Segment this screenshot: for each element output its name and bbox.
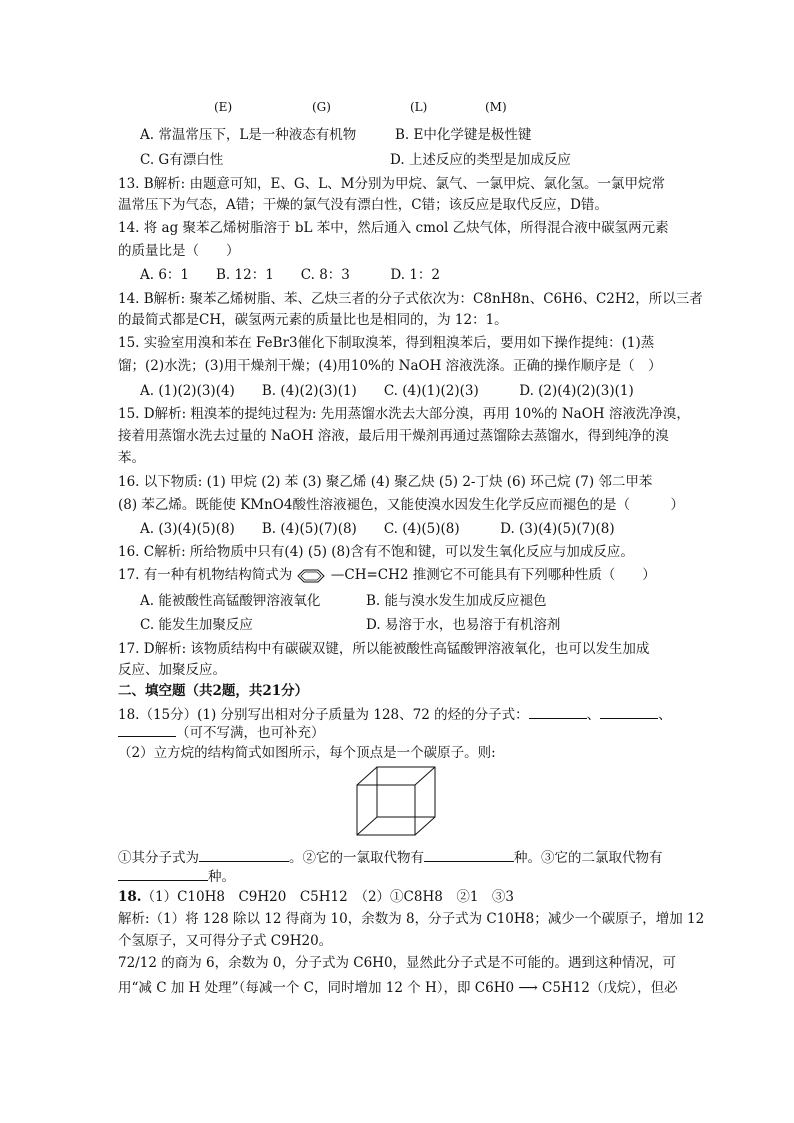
answer-blank <box>424 848 514 862</box>
answer-blank <box>118 867 208 881</box>
q18-explanation-line2: 个氢原子，又可得分子式 C9H20。 <box>118 933 333 949</box>
q16-question-line1: 16. 以下物质: (1) 甲烷 (2) 苯 (3) 聚乙烯 (4) 聚乙炔 (5) 2-丁炔 (6) 环己烷 (7) 邻二甲苯 <box>118 474 653 490</box>
cubane-structure-figure <box>356 766 436 836</box>
q14-options: A. 6：1 B. 12：1 C. 8：3 D. 1：2 <box>140 267 440 283</box>
q15-question-line2: 馏；(2)水洗；(3)用干燥剂干燥；(4)用10%的 NaOH 溶液洗涤。正确的操作顺序是（ ） <box>118 358 662 374</box>
q18-answer <box>118 888 514 906</box>
section-heading: 二、填空题（共2题，共21分） <box>118 683 309 699</box>
q13-option-a: A. 常温常压下，L是一种液态有机物 <box>140 127 357 143</box>
q13-option-c: C. G有漂白性 <box>140 152 224 168</box>
q18-explanation-line1: 解析:（1）将 128 除以 12 得商为 10，余数为 8，分子式为 C10H8；减少一个碳原子，增加 12 <box>118 911 705 927</box>
q16-question-line2: (8) 苯乙烯。既能使 KMnO4酸性溶液褪色，又能使溴水因发生化学反应而褪色的是（ ） <box>118 497 684 513</box>
q18-answer-number: 18. <box>118 889 142 905</box>
answer-blank <box>199 848 289 862</box>
label-g: (G) <box>312 100 331 114</box>
q14-question-line1: 14. 将 ag 聚苯乙烯树脂溶于 bL 苯中，然后通入 cmol 乙炔气体，所得混合液中碳氢两元素 <box>118 220 669 236</box>
label-l: (L) <box>410 100 428 114</box>
q14-question-line2: 的质量比是（ ） <box>118 243 240 259</box>
q13-option-d: D. 上述反应的类型是加成反应 <box>390 152 571 168</box>
q16-answer: 16. C解析: 所给物质中只有(4) (5) (8)含有不饱和键，可以发生氧化反应与加成反应。 <box>118 544 634 560</box>
q17-question-prefix: 17. 有一种有机物结构简式为 <box>118 567 293 583</box>
q17-answer-line1: 17. D解析: 该物质结构中有碳碳双键，所以能被酸性高锰酸钾溶液氧化，也可以发生加成 <box>118 641 650 657</box>
q18-sub2: 。②它的一氯取代物有 <box>289 850 424 866</box>
answer-blank <box>600 705 658 719</box>
q18-explanation-line4: 用“减 C 加 H 处理”（每减一个 C，同时增加 12 个 H），即 C6H0 ⟶ C5H12（戊烷），但必 <box>118 980 678 996</box>
q17-question-suffix: —CH=CH2 推测它不可能具有下列哪种性质（ ） <box>330 567 656 583</box>
q14-answer-line1: 14. B解析: 聚苯乙烯树脂、苯、乙炔三者的分子式依次为：C8nH8n、C6H6、C2H2，所以三者 <box>118 291 703 307</box>
label-e: (E) <box>214 100 233 114</box>
q17-question <box>118 566 656 584</box>
q18-part1-line1 <box>118 705 672 724</box>
q15-answer-line2: 接着用蒸馏水洗去过量的 NaOH 溶液，最后用干燥剂再通过蒸馏除去蒸馏水，得到纯净的溴 <box>118 428 669 444</box>
q13-answer-line2: 温常压下为气态，A错；干燥的氯气没有漂白性，C错；该反应是取代反应，D错。 <box>118 197 608 213</box>
q18-part1-note: （可不写满，也可补充） <box>176 725 325 741</box>
q14-answer-line2: 的最简式都是CH，碳氢两元素的质量比也是相同的，为 12：1。 <box>118 312 508 328</box>
q15-answer-line3: 苯。 <box>118 450 145 466</box>
q18-separator: 、 <box>658 707 672 723</box>
q17-option-a: A. 能被酸性高锰酸钾溶液氧化 <box>140 593 321 609</box>
q18-sub4: 种。 <box>208 869 235 885</box>
q15-options: A. (1)(2)(3)(4) B. (4)(2)(3)(1) C. (4)(1)(2)(3) D. (2)(4)(2)(3)(1) <box>140 383 634 399</box>
q13-option-b: B. E中化学键是极性键 <box>395 127 532 143</box>
q15-answer-line1: 15. D解析: 粗溴苯的提纯过程为: 先用蒸馏水洗去大部分溴，再用 10%的 NaOH 溶液洗净溴， <box>118 406 690 422</box>
q18-part2-questions-line2 <box>118 867 235 886</box>
label-m: (M) <box>485 100 507 114</box>
answer-blank <box>529 705 587 719</box>
q18-answer-text: （1）C10H8 C9H20 C5H12 （2）①C8H8 ②1 ③3 <box>141 889 514 905</box>
q18-sub3: 种。③它的二氯取代物有 <box>514 850 663 866</box>
q18-part2: （2）立方烷的结构简式如图所示，每个顶点是一个碳原子。则: <box>118 745 496 761</box>
q18-separator: 、 <box>586 707 601 723</box>
q18-part1-text: 18.（15分）(1) 分别写出相对分子质量为 128、72 的烃的分子式： <box>118 707 529 723</box>
answer-blank <box>118 723 176 737</box>
q18-part1-line2 <box>118 723 325 742</box>
q17-option-b: B. 能与溴水发生加成反应褪色 <box>366 593 547 609</box>
q17-answer-line2: 反应、加聚反应。 <box>118 662 226 678</box>
q18-explanation-line3: 72/12 的商为 6，余数为 0，分子式为 C6H0，显然此分子式是不可能的。遇到这种情况，可 <box>118 955 677 971</box>
q15-question-line1: 15. 实验室用溴和苯在 FeBr3催化下制取溴苯，得到粗溴苯后，要用如下操作提纯：(1)蒸 <box>118 335 655 351</box>
q17-option-d: D. 易溶于水，也易溶于有机溶剂 <box>366 617 561 633</box>
q16-options: A. (3)(4)(5)(8) B. (4)(5)(7)(8) C. (4)(5)(8) D. (3)(4)(5)(7)(8) <box>140 521 615 537</box>
benzene-ring-icon <box>297 569 325 583</box>
q18-sub1: ①其分子式为 <box>118 850 199 866</box>
q18-part2-questions <box>118 848 663 867</box>
q13-answer-line1: 13. B解析: 由题意可知，E、G、L、M分别为甲烷、氯气、一氯甲烷、氯化氢。一氯甲烷常 <box>118 176 665 192</box>
q17-option-c: C. 能发生加聚反应 <box>140 617 253 633</box>
